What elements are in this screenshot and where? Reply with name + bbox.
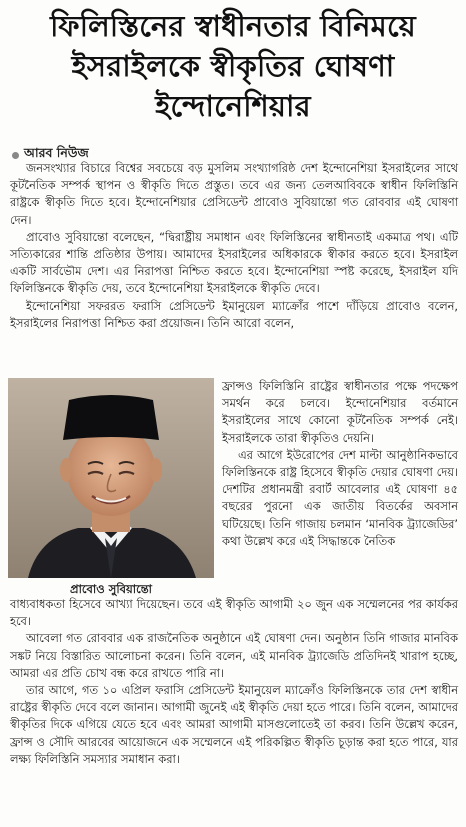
- article-body-side: [222, 378, 458, 550]
- headline-line-1: ফিলিস্তিনের স্বাধীনতার বিনিময়ে: [50, 9, 416, 43]
- headline-line-3: ইন্দোনেশিয়ার: [155, 89, 311, 123]
- article-body-top: [10, 160, 458, 332]
- headline: [6, 6, 460, 126]
- paragraph: ইন্দোনেশিয়া সফররত ফরাসি প্রেসিডেন্ট ইমানুয়েল ম্যাক্রোঁর পাশে দাঁড়িয়ে প্রাবোও বলেন, ইসরাইলের নিরাপত্তা নিশ্চিত করা প্রয়োজন। তিনি আরো বলেন,: [10, 298, 458, 330]
- paragraph: ফ্রান্সও ফিলিস্তিনি রাষ্ট্রের স্বাধীনতার পক্ষে পদক্ষেপ সমর্থন করে চলবে। ইন্দোনেশিয়ার বর্তমানে ইসরাইলের সাথে কোনো কূটনৈতিক সম্পর্ক নেই। ইসরাইলকে তারা স্বীকৃতিও দেয়নি।: [222, 379, 458, 445]
- article-body-bottom: [10, 596, 458, 768]
- byline-source: আরব নিউজ: [24, 145, 89, 160]
- paragraph: এর আগে ইউরোপের দেশ মাল্টা আনুষ্ঠানিকভাবে ফিলিস্তিনকে রাষ্ট্র হিসেবে স্বীকৃতি দেয়ার ঘোষণা দেয়। দেশটির প্রধানমন্ত্রী রবার্ট আবেলার এই ঘোষণা ৪৫ বছরের পুরনো এক জাতীয় বিতর্কের অবসান ঘটিয়েছে। তিনি গাজায় চলমান ‘মানবিক ট্র্যাজেডির’ কথা উল্লেখ করে এই সিদ্ধান্তকে নৈতিক: [222, 447, 458, 548]
- headline-line-2: ইসরাইলকে স্বীকৃতির ঘোষণা: [71, 49, 395, 83]
- paragraph: বাধ্যবাধকতা হিসেবে আখ্যা দিয়েছেন। তবে এই স্বীকৃতি আগামী ২০ জুন এক সম্মেলনের পর কার্যকর হবে।: [10, 597, 458, 629]
- photo-caption: প্রাবোও সুবিয়ান্তো: [69, 582, 153, 596]
- photo-figure: [8, 378, 214, 596]
- paragraph: প্রাবোও সুবিয়ান্তো বলেছেন, “দ্বিরাষ্ট্রীয় সমাধান এবং ফিলিস্তিনের স্বাধীনতাই একমাত্র পথ। এটি সত্যিকারের শান্তি প্রতিষ্ঠার উপায়। আমাদের ইসরাইলের অধিকারকে স্বীকার করতে হবে। ইসরাইল একটি সার্বভৌম দেশ। এর নিরাপত্তা নিশ্চিত করতে হবে। ইন্দোনেশিয়া স্পষ্ট করেছে, ইসরাইল যদি ফিলিস্তিনকে স্বীকৃতি দেয়, তবে ইন্দোনেশিয়া ইসরাইলকে স্বীকৃতি দেবে।: [10, 229, 458, 296]
- portrait-photo: [8, 378, 214, 578]
- paragraph: আবেলা গত রোববার এক রাজনৈতিক অনুষ্ঠানে এই ঘোষণা দেন। অনুষ্ঠান তিনি গাজার মানবিক সঙ্কট নিয়ে বিস্তারিত আলোচনা করেন। তিনি বলেন, এই মানবিক ট্র্যাজেডি প্রতিদিনই খারাপ হচ্ছে, আমরা এর প্রতি চোখ বন্ধ করে রাখতে পারি না।: [10, 631, 458, 680]
- paragraph: জনসংখ্যার বিচারে বিশ্বের সবচেয়ে বড় মুসলিম সংখ্যাগরিষ্ঠ দেশ ইন্দোনেশিয়া ইসরাইলের সাথে কূটনৈতিক সম্পর্ক স্থাপন ও স্বীকৃতি দিতে প্রস্তুত। তবে এর জন্য তেলআবিবকে স্বাধীন ফিলিস্তিনি রাষ্ট্রকে স্বীকৃতি দিতে হবে। ইন্দোনেশিয়ার প্রেসিডেন্ট প্রাবোও সুবিয়ান্তো গত রোববার এই ঘোষণা দেন।: [10, 161, 458, 227]
- bullet-icon: [12, 152, 19, 159]
- paragraph: তার আগে, গত ১০ এপ্রিল ফরাসি প্রেসিডেন্ট ইমানুয়েল ম্যাক্রোঁও ফিলিস্তিনকে তার দেশ স্বাধীন রাষ্ট্রের স্বীকৃতি দেবে বলে জানান। আগামী জুনেই এই স্বীকৃতি দেয়া হতে পারে। তিনি বলেন, আমাদের স্বীকৃতির দিকে এগিয়ে যেতে হবে এবং আমরা আগামী মাসগুলোতেই তা করব। তিনি উল্লেখ করেন, ফ্রান্স ও সৌদি আরবের আয়োজনে এক সম্মেলনে এই পরিকল্পিত স্বীকৃতি চূড়ান্ত করা হতে পারে, যার লক্ষ্য ফিলিস্তিনি সমস্যার সমাধান করা।: [10, 683, 458, 766]
